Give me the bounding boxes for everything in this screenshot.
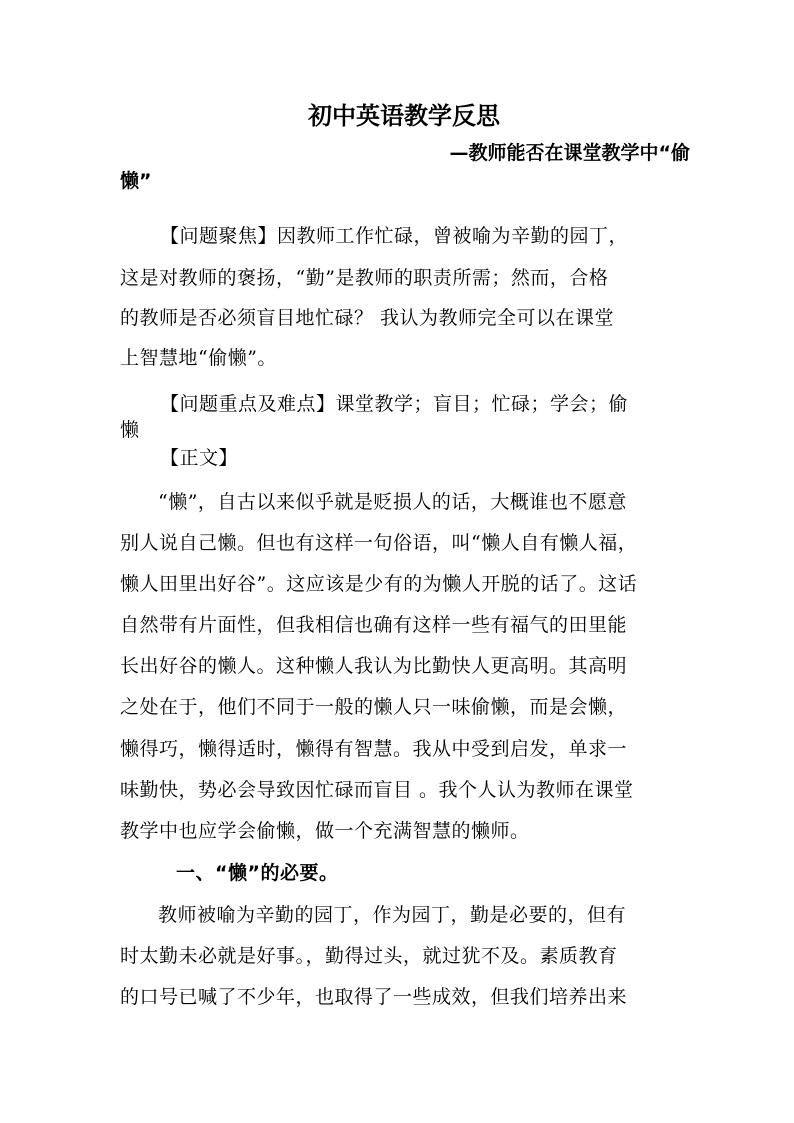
focus-line: 这是对教师的褒扬，“勤”是教师的职责所需；然而，合格 (120, 267, 609, 289)
keypoints-line: 【问题重点及难点】课堂教学；盲目；忙碌；学会；偷 (160, 393, 629, 415)
section-line: 教师被喻为辛勤的园丁，作为园丁，勤是必要的，但有 (158, 904, 627, 926)
focus-line: 的教师是否必须盲目地忙碌？ 我认为教师完全可以在课堂 (120, 307, 615, 329)
section-line: 的口号已喊了不少年，也取得了一些成效，但我们培养出来 (120, 986, 628, 1008)
body-line: “懒”，自古以来似乎就是贬损人的话，大概谁也不愿意 (158, 491, 627, 513)
document-title: 初中英语教学反思 (308, 102, 500, 130)
keypoints-line: 懒 (120, 419, 140, 441)
body-label: 【正文】 (160, 447, 239, 469)
document-subtitle-continued: 懒” (120, 170, 152, 192)
focus-line: 【问题聚焦】因教师工作忙碌，曾被喻为辛勤的园丁， (160, 225, 629, 247)
body-line: 别人说自己懒。但也有这样一句俗语，叫“懒人自有懒人福， (120, 532, 638, 554)
body-line: 之处在于，他们不同于一般的懒人只一味偷懒，而是会懒， (120, 696, 628, 718)
focus-line: 上智慧地“偷懒”。 (120, 347, 277, 369)
section-line: 时太勤未必就是好事。，勤得过头，就过犹不及。素质教育 (120, 945, 618, 967)
body-line: 教学中也应学会偷懒，做一个充满智慧的懒师。 (120, 820, 530, 842)
document-subtitle: —教师能否在课堂教学中“偷 (449, 142, 690, 164)
body-line: 自然带有片面性，但我相信也确有这样一些有福气的田里能 (120, 614, 628, 636)
body-line: 长出好谷的懒人。这种懒人我认为比勤快人更高明。其高明 (120, 655, 628, 677)
body-line: 懒人田里出好谷”。这应该是少有的为懒人开脱的话了。这话 (120, 573, 638, 595)
body-line: 懒得巧，懒得适时，懒得有智慧。我从中受到启发，单求一 (120, 738, 628, 760)
body-line: 味勤快，势必会导致因忙碌而盲目 。我个人认为教师在课堂 (120, 779, 634, 801)
section-heading: 一、“懒”的必要。 (176, 862, 339, 884)
